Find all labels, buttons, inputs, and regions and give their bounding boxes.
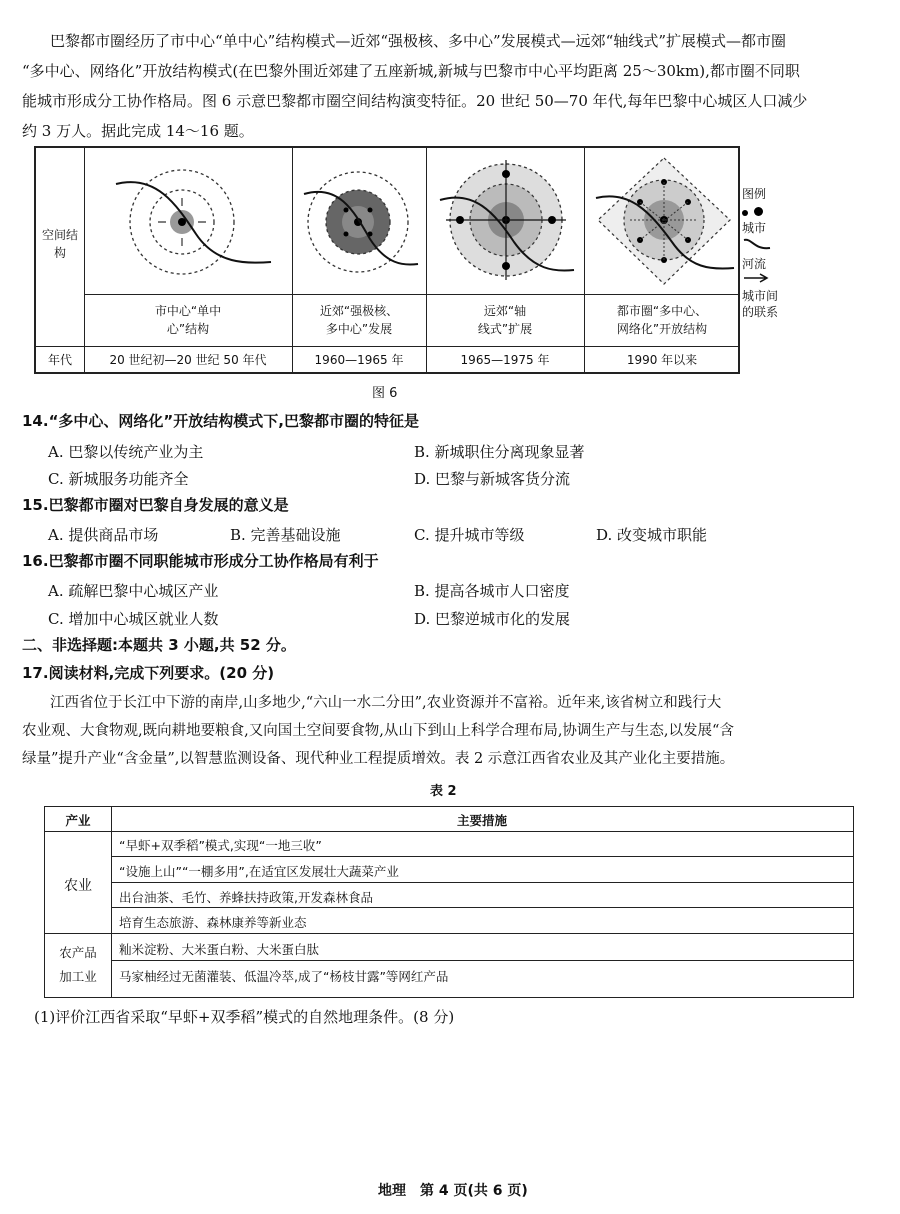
table-2-caption: 表 2 xyxy=(430,784,457,799)
figure-6-legend xyxy=(742,186,792,320)
diagram-axial xyxy=(434,152,580,292)
row-label-era: 年代 xyxy=(47,353,72,367)
q17-material-line-1: 江西省位于长江中下游的南岸,山多地少,“六山一水二分田”,农业资源并不富裕。近年来,该省树立和践行大 xyxy=(50,695,722,711)
intro-line-2: “多中心、网络化”开放结构模式(在巴黎外围近郊建了五座新城,新城与巴黎市中心平均距离 25～30km),都市圈不同职 xyxy=(22,62,800,80)
q15-option-d[interactable]: D. 改变城市职能 xyxy=(596,526,708,544)
q17-stem: 17.阅读材料,完成下列要求。(20 分) xyxy=(22,664,275,682)
q17-material-line-2: 农业观、大食物观,既向耕地要粮食,又向国土空间要食物,从山下到山上科学合理布局,协调生产与生态,以发展“含 xyxy=(22,723,734,739)
stage-4-era: 1990 年以来 xyxy=(626,353,698,367)
legend-city-icon xyxy=(742,204,792,220)
stage-1-name: 市中心“单中 心”结构 xyxy=(154,304,222,336)
intro-line-1: 巴黎都市圈经历了市中心“单中心”结构模式—近郊“强极核、多中心”发展模式—远郊“轴线式”扩展模式—都市圈 xyxy=(50,32,787,50)
q15-option-b[interactable]: B. 完善基础设施 xyxy=(230,526,341,544)
q16-option-b[interactable]: B. 提高各城市人口密度 xyxy=(414,582,570,600)
q16-option-c[interactable]: C. 增加中心城区就业人数 xyxy=(48,610,219,628)
q17-sub-question-1: (1)评价江西省采取“早虾+双季稻”模式的自然地理条件。(8 分) xyxy=(34,1008,455,1026)
legend-link-label: 城市间的联系 xyxy=(742,289,779,319)
q16-stem: 16.巴黎都市圈不同职能城市形成分工协作格局有利于 xyxy=(22,552,379,570)
figure-6-table xyxy=(34,146,740,374)
table-row: 马家柚经过无菌灌装、低温冷萃,成了“杨枝甘露”等网红产品 xyxy=(119,969,449,984)
stage-2-era: 1960—1965 年 xyxy=(314,353,404,367)
intro-line-3: 能城市形成分工协作格局。图 6 示意巴黎都市圈空间结构演变特征。20 世纪 50—70 年代,每年巴黎中心城区人口减少 xyxy=(22,92,808,110)
row-label-spatial: 空间结构 xyxy=(42,228,79,260)
header-industry: 产业 xyxy=(65,813,91,828)
legend-title: 图例 xyxy=(742,187,767,201)
stage-2-name: 近郊“强极核、 多中心”发展 xyxy=(319,304,399,336)
q15-option-c[interactable]: C. 提升城市等级 xyxy=(414,526,525,544)
diagram-single-center xyxy=(96,154,282,290)
q17-material-line-3: 绿量”提升产业“含金量”,以智慧监测设备、现代种业工程提质增效。表 2 示意江西省农业及其产业化主要措施。 xyxy=(22,751,735,767)
q15-stem: 15.巴黎都市圈对巴黎自身发展的意义是 xyxy=(22,496,289,514)
table-row: 籼米淀粉、大米蛋白粉、大米蛋白肽 xyxy=(119,942,320,957)
table-row: 出台油茶、毛竹、养蜂扶持政策,开发森林食品 xyxy=(119,890,373,905)
group-processing-label: 农产品 加工业 xyxy=(59,945,97,984)
q14-option-a[interactable]: A. 巴黎以传统产业为主 xyxy=(48,443,204,461)
table-2 xyxy=(44,806,854,998)
page-footer: 地理 第 4 页(共 6 页) xyxy=(378,1183,528,1199)
legend-arrow-icon xyxy=(742,272,772,284)
header-measures: 主要措施 xyxy=(456,813,507,828)
q14-stem: 14.“多中心、网络化”开放结构模式下,巴黎都市圈的特征是 xyxy=(22,412,419,430)
q16-option-a[interactable]: A. 疏解巴黎中心城区产业 xyxy=(48,582,219,600)
table-row: 培育生态旅游、森林康养等新业态 xyxy=(119,915,307,930)
stage-3-era: 1965—1975 年 xyxy=(460,353,550,367)
stage-4-name: 都市圈“多中心、 网络化”开放结构 xyxy=(616,304,708,336)
table-row: “早虾+双季稻”模式,实现“一地三收” xyxy=(119,838,322,853)
q14-option-c[interactable]: C. 新城服务功能齐全 xyxy=(48,470,189,488)
intro-line-4: 约 3 万人。据此完成 14～16 题。 xyxy=(22,122,254,140)
q14-option-b[interactable]: B. 新城职住分离现象显著 xyxy=(414,443,585,461)
figure-6-caption: 图 6 xyxy=(372,386,398,401)
table-row: “设施上山”“一棚多用”,在适宜区发展壮大蔬菜产业 xyxy=(119,864,399,879)
q16-option-d[interactable]: D. 巴黎逆城市化的发展 xyxy=(414,610,571,628)
diagram-multi-core xyxy=(298,154,422,290)
stage-1-era: 20 世纪初—20 世纪 50 年代 xyxy=(109,353,267,367)
legend-river-icon xyxy=(742,236,772,252)
group-agriculture-label: 农业 xyxy=(64,878,92,894)
legend-city-label: 城市 xyxy=(742,221,767,235)
legend-river-label: 河流 xyxy=(742,257,767,271)
stage-3-name: 远郊“轴 线式”扩展 xyxy=(477,304,533,336)
q14-option-d[interactable]: D. 巴黎与新城客货分流 xyxy=(414,470,571,488)
q15-option-a[interactable]: A. 提供商品市场 xyxy=(48,526,159,544)
section-2-heading: 二、非选择题:本题共 3 小题,共 52 分。 xyxy=(22,636,296,654)
diagram-network xyxy=(590,152,738,292)
